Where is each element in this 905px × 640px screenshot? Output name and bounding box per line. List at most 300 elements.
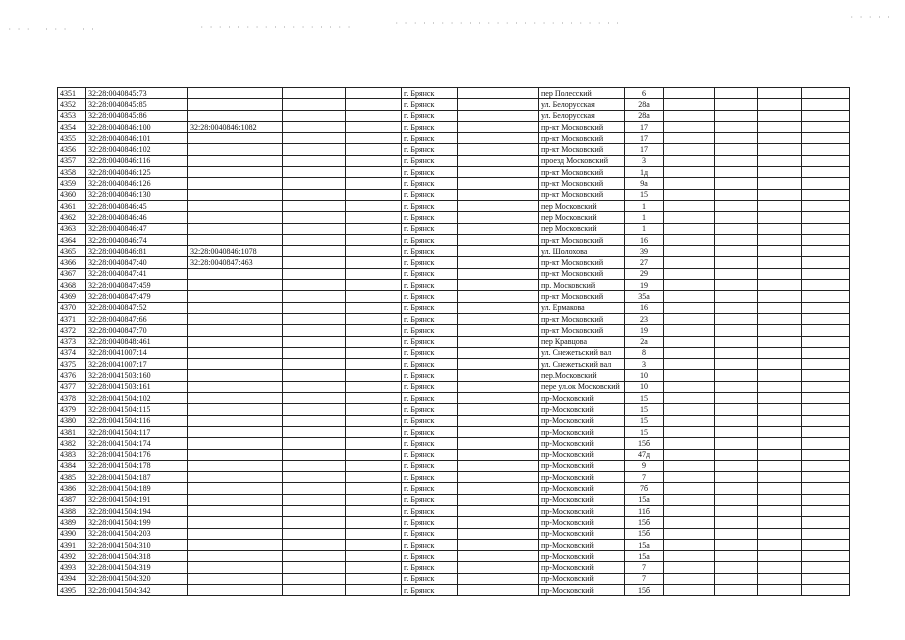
cadastral-number-cell: 32:28:0041504:191	[86, 494, 188, 505]
empty-cell	[664, 370, 715, 381]
empty-cell	[458, 178, 539, 189]
street-cell: пр-Московский	[539, 517, 625, 528]
empty-cell	[664, 472, 715, 483]
empty-cell	[758, 393, 802, 404]
cadastral-number-cell: 32:28:0040846:45	[86, 200, 188, 211]
empty-cell	[715, 212, 758, 223]
empty-cell	[802, 539, 850, 550]
house-number-cell: 28а	[625, 99, 664, 110]
table-row	[58, 415, 850, 426]
empty-cell	[346, 494, 402, 505]
cadastral-number-cell: 32:28:0040846:47	[86, 223, 188, 234]
row-number-cell: 4357	[58, 155, 86, 166]
table-row	[58, 99, 850, 110]
table-row	[58, 302, 850, 313]
cadastral-number-cell: 32:28:0040846:102	[86, 144, 188, 155]
row-number-cell: 4363	[58, 223, 86, 234]
row-number-cell: 4372	[58, 325, 86, 336]
cadastral-number-cell: 32:28:0041504:199	[86, 517, 188, 528]
empty-cell	[283, 268, 346, 279]
empty-cell	[715, 246, 758, 257]
street-cell: ул. Ермакова	[539, 302, 625, 313]
linked-cadastral-number-cell	[188, 178, 283, 189]
empty-cell	[715, 144, 758, 155]
empty-cell	[664, 110, 715, 121]
house-number-cell: 11б	[625, 505, 664, 516]
linked-cadastral-number-cell	[188, 505, 283, 516]
empty-cell	[346, 155, 402, 166]
empty-cell	[802, 88, 850, 99]
empty-cell	[802, 212, 850, 223]
street-cell: пере ул.ок Московский	[539, 381, 625, 392]
empty-cell	[715, 370, 758, 381]
empty-cell	[458, 313, 539, 324]
empty-cell	[458, 280, 539, 291]
street-cell: пер Московский	[539, 212, 625, 223]
cadastral-number-cell: 32:28:0040846:126	[86, 178, 188, 189]
row-number-cell: 4384	[58, 460, 86, 471]
empty-cell	[458, 573, 539, 584]
street-cell: пр-кт Московский	[539, 133, 625, 144]
city-cell: г. Брянск	[402, 472, 458, 483]
empty-cell	[802, 155, 850, 166]
empty-cell	[346, 370, 402, 381]
cadastral-number-cell: 32:28:0041007:17	[86, 359, 188, 370]
city-cell: г. Брянск	[402, 291, 458, 302]
empty-cell	[715, 539, 758, 550]
empty-cell	[346, 313, 402, 324]
empty-cell	[664, 585, 715, 596]
city-cell: г. Брянск	[402, 121, 458, 132]
city-cell: г. Брянск	[402, 336, 458, 347]
empty-cell	[802, 144, 850, 155]
empty-cell	[802, 99, 850, 110]
city-cell: г. Брянск	[402, 393, 458, 404]
city-cell: г. Брянск	[402, 99, 458, 110]
empty-cell	[802, 121, 850, 132]
street-cell: пр-Московский	[539, 551, 625, 562]
empty-cell	[715, 234, 758, 245]
empty-cell	[458, 460, 539, 471]
house-number-cell: 2а	[625, 336, 664, 347]
table-row	[58, 189, 850, 200]
empty-cell	[283, 200, 346, 211]
house-number-cell: 15	[625, 404, 664, 415]
empty-cell	[758, 438, 802, 449]
empty-cell	[346, 110, 402, 121]
street-cell: пр-Московский	[539, 438, 625, 449]
empty-cell	[802, 133, 850, 144]
empty-cell	[715, 121, 758, 132]
house-number-cell: 7б	[625, 483, 664, 494]
empty-cell	[758, 336, 802, 347]
empty-cell	[458, 189, 539, 200]
empty-cell	[458, 133, 539, 144]
empty-cell	[802, 325, 850, 336]
house-number-cell: 3	[625, 359, 664, 370]
empty-cell	[802, 505, 850, 516]
empty-cell	[458, 404, 539, 415]
linked-cadastral-number-cell: 32:28:0040846:1078	[188, 246, 283, 257]
street-cell: пр-Московский	[539, 505, 625, 516]
linked-cadastral-number-cell	[188, 426, 283, 437]
empty-cell	[715, 393, 758, 404]
empty-cell	[346, 460, 402, 471]
empty-cell	[283, 257, 346, 268]
linked-cadastral-number-cell	[188, 449, 283, 460]
empty-cell	[758, 291, 802, 302]
row-number-cell: 4373	[58, 336, 86, 347]
row-number-cell: 4359	[58, 178, 86, 189]
house-number-cell: 9а	[625, 178, 664, 189]
row-number-cell: 4382	[58, 438, 86, 449]
table-row	[58, 562, 850, 573]
house-number-cell: 15а	[625, 551, 664, 562]
empty-cell	[758, 573, 802, 584]
house-number-cell: 15а	[625, 539, 664, 550]
house-number-cell: 16	[625, 302, 664, 313]
row-number-cell: 4385	[58, 472, 86, 483]
street-cell: ул. Снежетьский вал	[539, 347, 625, 358]
empty-cell	[758, 359, 802, 370]
empty-cell	[664, 257, 715, 268]
empty-cell	[283, 99, 346, 110]
empty-cell	[802, 302, 850, 313]
empty-cell	[664, 460, 715, 471]
empty-cell	[664, 212, 715, 223]
house-number-cell: 15	[625, 426, 664, 437]
row-number-cell: 4375	[58, 359, 86, 370]
empty-cell	[802, 268, 850, 279]
row-number-cell: 4361	[58, 200, 86, 211]
table-row	[58, 585, 850, 596]
empty-cell	[283, 246, 346, 257]
street-cell: пр-кт Московский	[539, 268, 625, 279]
street-cell: пр-Московский	[539, 585, 625, 596]
house-number-cell: 8	[625, 347, 664, 358]
empty-cell	[802, 438, 850, 449]
city-cell: г. Брянск	[402, 505, 458, 516]
empty-cell	[458, 302, 539, 313]
table-row	[58, 246, 850, 257]
empty-cell	[346, 200, 402, 211]
table-row	[58, 494, 850, 505]
empty-cell	[664, 438, 715, 449]
city-cell: г. Брянск	[402, 133, 458, 144]
empty-cell	[283, 460, 346, 471]
empty-cell	[346, 223, 402, 234]
empty-cell	[458, 562, 539, 573]
cadastral-number-cell: 32:28:0041504:319	[86, 562, 188, 573]
linked-cadastral-number-cell	[188, 133, 283, 144]
table-row	[58, 313, 850, 324]
empty-cell	[664, 178, 715, 189]
empty-cell	[715, 200, 758, 211]
empty-cell	[758, 472, 802, 483]
empty-cell	[664, 223, 715, 234]
empty-cell	[758, 313, 802, 324]
linked-cadastral-number-cell	[188, 200, 283, 211]
empty-cell	[758, 539, 802, 550]
city-cell: г. Брянск	[402, 359, 458, 370]
cadastral-number-cell: 32:28:0041504:310	[86, 539, 188, 550]
empty-cell	[664, 268, 715, 279]
empty-cell	[346, 88, 402, 99]
street-cell: пр. Московский	[539, 280, 625, 291]
row-number-cell: 4378	[58, 393, 86, 404]
empty-cell	[715, 155, 758, 166]
linked-cadastral-number-cell	[188, 370, 283, 381]
street-cell: пр-кт Московский	[539, 325, 625, 336]
row-number-cell: 4365	[58, 246, 86, 257]
linked-cadastral-number-cell	[188, 562, 283, 573]
city-cell: г. Брянск	[402, 325, 458, 336]
city-cell: г. Брянск	[402, 110, 458, 121]
street-cell: пр-Московский	[539, 404, 625, 415]
empty-cell	[715, 359, 758, 370]
cadastral-number-cell: 32:28:0040845:73	[86, 88, 188, 99]
cadastral-number-cell: 32:28:0040846:81	[86, 246, 188, 257]
empty-cell	[346, 121, 402, 132]
empty-cell	[346, 246, 402, 257]
empty-cell	[283, 133, 346, 144]
empty-cell	[715, 99, 758, 110]
empty-cell	[283, 325, 346, 336]
empty-cell	[283, 505, 346, 516]
street-cell: пер Московский	[539, 200, 625, 211]
empty-cell	[283, 370, 346, 381]
table-row	[58, 573, 850, 584]
linked-cadastral-number-cell	[188, 528, 283, 539]
linked-cadastral-number-cell	[188, 144, 283, 155]
empty-cell	[802, 449, 850, 460]
city-cell: г. Брянск	[402, 280, 458, 291]
linked-cadastral-number-cell	[188, 573, 283, 584]
empty-cell	[664, 167, 715, 178]
empty-cell	[715, 302, 758, 313]
empty-cell	[346, 359, 402, 370]
empty-cell	[802, 359, 850, 370]
empty-cell	[346, 381, 402, 392]
table-row	[58, 167, 850, 178]
house-number-cell: 28а	[625, 110, 664, 121]
empty-cell	[346, 528, 402, 539]
empty-cell	[283, 121, 346, 132]
empty-cell	[458, 415, 539, 426]
empty-cell	[458, 370, 539, 381]
empty-cell	[758, 517, 802, 528]
empty-cell	[802, 336, 850, 347]
table-row	[58, 539, 850, 550]
empty-cell	[664, 539, 715, 550]
empty-cell	[802, 528, 850, 539]
empty-cell	[758, 144, 802, 155]
table-row	[58, 483, 850, 494]
house-number-cell: 27	[625, 257, 664, 268]
cadastral-number-cell: 32:28:0041504:174	[86, 438, 188, 449]
row-number-cell: 4386	[58, 483, 86, 494]
city-cell: г. Брянск	[402, 381, 458, 392]
empty-cell	[283, 415, 346, 426]
empty-cell	[458, 200, 539, 211]
empty-cell	[715, 517, 758, 528]
city-cell: г. Брянск	[402, 438, 458, 449]
empty-cell	[758, 415, 802, 426]
empty-cell	[758, 528, 802, 539]
empty-cell	[346, 325, 402, 336]
street-cell: пр-Московский	[539, 426, 625, 437]
empty-cell	[715, 291, 758, 302]
linked-cadastral-number-cell	[188, 359, 283, 370]
linked-cadastral-number-cell	[188, 302, 283, 313]
linked-cadastral-number-cell	[188, 539, 283, 550]
row-number-cell: 4371	[58, 313, 86, 324]
empty-cell	[346, 404, 402, 415]
table-row	[58, 472, 850, 483]
empty-cell	[458, 539, 539, 550]
empty-cell	[283, 393, 346, 404]
empty-cell	[715, 381, 758, 392]
linked-cadastral-number-cell	[188, 313, 283, 324]
house-number-cell: 7	[625, 472, 664, 483]
row-number-cell: 4364	[58, 234, 86, 245]
table-row	[58, 268, 850, 279]
city-cell: г. Брянск	[402, 313, 458, 324]
city-cell: г. Брянск	[402, 189, 458, 200]
empty-cell	[715, 178, 758, 189]
empty-cell	[458, 347, 539, 358]
empty-cell	[664, 517, 715, 528]
house-number-cell: 10	[625, 381, 664, 392]
table-row	[58, 460, 850, 471]
row-number-cell: 4379	[58, 404, 86, 415]
empty-cell	[283, 472, 346, 483]
empty-cell	[664, 336, 715, 347]
cadastral-number-cell: 32:28:0041504:187	[86, 472, 188, 483]
empty-cell	[458, 393, 539, 404]
empty-cell	[664, 449, 715, 460]
empty-cell	[758, 404, 802, 415]
empty-cell	[664, 155, 715, 166]
house-number-cell: 17	[625, 121, 664, 132]
empty-cell	[458, 359, 539, 370]
empty-cell	[283, 155, 346, 166]
empty-cell	[458, 257, 539, 268]
empty-cell	[715, 347, 758, 358]
table-row	[58, 438, 850, 449]
empty-cell	[346, 212, 402, 223]
linked-cadastral-number-cell	[188, 336, 283, 347]
empty-cell	[346, 268, 402, 279]
city-cell: г. Брянск	[402, 404, 458, 415]
city-cell: г. Брянск	[402, 257, 458, 268]
empty-cell	[758, 483, 802, 494]
cadastral-number-cell: 32:28:0041504:117	[86, 426, 188, 437]
row-number-cell: 4381	[58, 426, 86, 437]
house-number-cell: 23	[625, 313, 664, 324]
row-number-cell: 4391	[58, 539, 86, 550]
table-row	[58, 404, 850, 415]
row-number-cell: 4387	[58, 494, 86, 505]
empty-cell	[346, 144, 402, 155]
empty-cell	[283, 517, 346, 528]
empty-cell	[758, 178, 802, 189]
empty-cell	[458, 438, 539, 449]
empty-cell	[758, 212, 802, 223]
table-row	[58, 110, 850, 121]
table-row	[58, 223, 850, 234]
empty-cell	[802, 110, 850, 121]
empty-cell	[346, 415, 402, 426]
row-number-cell: 4351	[58, 88, 86, 99]
cadastral-number-cell: 32:28:0040847:41	[86, 268, 188, 279]
row-number-cell: 4380	[58, 415, 86, 426]
scan-artifact: · · · · · · · ·	[8, 26, 96, 33]
house-number-cell: 1д	[625, 167, 664, 178]
table-row	[58, 212, 850, 223]
linked-cadastral-number-cell	[188, 212, 283, 223]
city-cell: г. Брянск	[402, 551, 458, 562]
city-cell: г. Брянск	[402, 494, 458, 505]
city-cell: г. Брянск	[402, 449, 458, 460]
empty-cell	[664, 280, 715, 291]
row-number-cell: 4366	[58, 257, 86, 268]
table-row	[58, 528, 850, 539]
row-number-cell: 4370	[58, 302, 86, 313]
cadastral-number-cell: 32:28:0041504:176	[86, 449, 188, 460]
empty-cell	[458, 483, 539, 494]
linked-cadastral-number-cell	[188, 325, 283, 336]
empty-cell	[283, 359, 346, 370]
row-number-cell: 4388	[58, 505, 86, 516]
empty-cell	[758, 246, 802, 257]
linked-cadastral-number-cell	[188, 517, 283, 528]
linked-cadastral-number-cell	[188, 99, 283, 110]
empty-cell	[458, 167, 539, 178]
cadastral-number-cell: 32:28:0041504:116	[86, 415, 188, 426]
scan-artifact: · · · · · · · · · · · · · · · · ·	[200, 24, 352, 31]
empty-cell	[283, 449, 346, 460]
empty-cell	[283, 110, 346, 121]
house-number-cell: 1	[625, 212, 664, 223]
empty-cell	[758, 585, 802, 596]
cadastral-number-cell: 32:28:0041504:189	[86, 483, 188, 494]
house-number-cell: 15а	[625, 494, 664, 505]
empty-cell	[715, 223, 758, 234]
empty-cell	[802, 370, 850, 381]
empty-cell	[802, 393, 850, 404]
empty-cell	[283, 234, 346, 245]
city-cell: г. Брянск	[402, 302, 458, 313]
empty-cell	[715, 257, 758, 268]
empty-cell	[715, 551, 758, 562]
cadastral-number-cell: 32:28:0040846:125	[86, 167, 188, 178]
empty-cell	[283, 404, 346, 415]
empty-cell	[458, 223, 539, 234]
empty-cell	[346, 302, 402, 313]
city-cell: г. Брянск	[402, 415, 458, 426]
row-number-cell: 4392	[58, 551, 86, 562]
empty-cell	[458, 99, 539, 110]
empty-cell	[283, 336, 346, 347]
scan-artifact: · · · · · · · · · · · · · · · · · · · · · · · · ·	[395, 20, 621, 27]
empty-cell	[458, 234, 539, 245]
empty-cell	[283, 528, 346, 539]
house-number-cell: 6	[625, 88, 664, 99]
empty-cell	[802, 472, 850, 483]
table-row	[58, 133, 850, 144]
empty-cell	[664, 313, 715, 324]
